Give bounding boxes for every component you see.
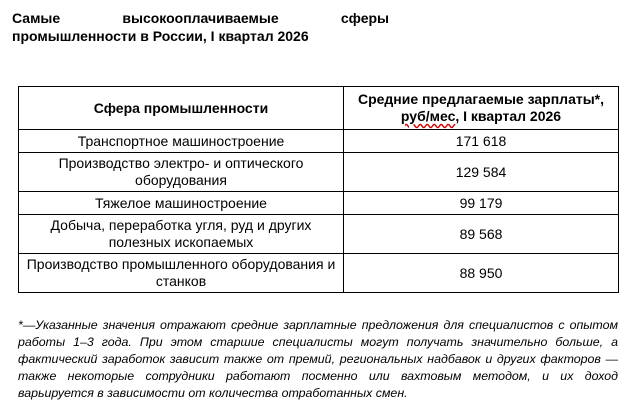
table-row [19,153,619,192]
table-row [19,130,619,153]
title-line-2: промышленности в России, I квартал 2026 [12,28,309,44]
table-row [19,192,619,215]
cell-salary: 171 618 [344,130,619,153]
header-sector: Сфера промышленности [19,87,344,130]
header-salary [344,87,619,130]
header-salary-period: , I квартал 2026 [455,108,562,124]
cell-sector: Добыча, переработка угля, руд и других полезных ископаемых [19,215,344,254]
table-row [19,215,619,254]
title-word: высокооплачиваемые [122,10,279,26]
title-line-1 [12,9,389,27]
cell-sector: Производство промышленного оборудования и станков [19,254,344,293]
cell-sector: Тяжелое машиностроение [19,192,344,215]
salary-table [18,86,619,293]
title-word: Самые [12,10,61,26]
cell-salary: 89 568 [344,215,619,254]
table-header-row [19,87,619,130]
footnote: *—Указанные значения отражают средние зарплатные предложения для специалистов с опытом работы 1–3 года. При этом старшие специалисты могут получать значительно больше, а фактический заработок зависит также от премий, региональных надбавок и других факторов — также некоторые сотрудники работают посменно или вахтовым методом, и их доход варьируется в зависимости от количества отработанных смен. [18,318,618,400]
table-row [19,254,619,293]
cell-salary: 88 950 [344,254,619,293]
header-salary-unit: руб/мес [400,108,456,124]
header-salary-line1: Средние предлагаемые зарплаты*, [357,91,605,107]
cell-sector: Производство электро- и оптического оборудования [19,153,344,192]
cell-salary: 99 179 [344,192,619,215]
title-word: сферы [340,10,389,26]
cell-sector: Транспортное машиностроение [19,130,344,153]
document-title [12,9,389,45]
cell-salary: 129 584 [344,153,619,192]
